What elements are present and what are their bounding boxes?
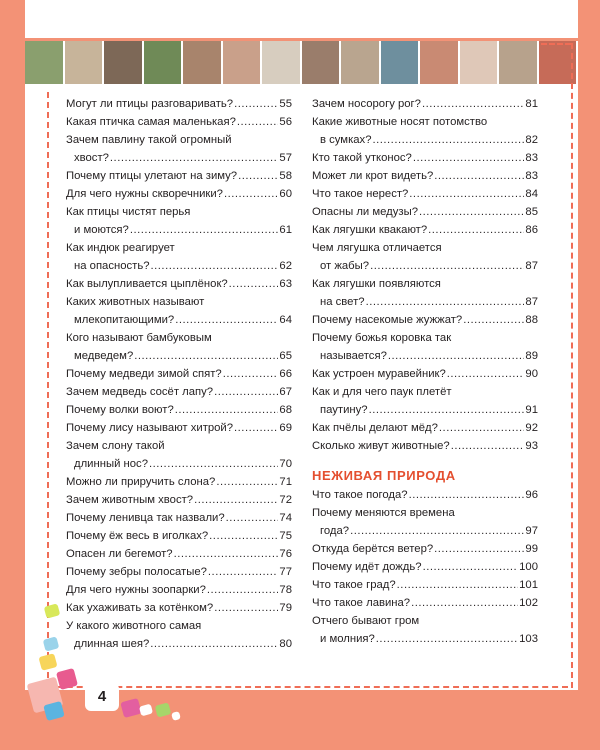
dot-leader	[174, 545, 279, 563]
dot-leader	[175, 401, 279, 419]
toc-entry-page: 84	[525, 188, 538, 200]
dot-leader	[428, 221, 524, 239]
toc-entry-title: Почему медведи зимой спят?	[66, 368, 222, 380]
toc-entry-title: Что такое погода?	[312, 489, 408, 501]
toc-entry-title: и молния?	[320, 633, 375, 645]
dot-leader	[150, 635, 278, 653]
toc-entry	[312, 540, 538, 558]
toc-entry-page: 80	[279, 638, 292, 650]
toc-entry-title: Какие животные носят потомство	[312, 116, 488, 128]
toc-entry-title: Почему ленивца так назвали?	[66, 512, 225, 524]
toc-entry-title: Что такое град?	[312, 579, 396, 591]
toc-entry-title: Как и для чего паук плетёт	[312, 386, 452, 398]
toc-entry	[312, 522, 538, 540]
toc-entry-page: 102	[519, 597, 538, 609]
toc-entry-page: 83	[525, 170, 538, 182]
toc-entry-title: Опасен ли бегемот?	[66, 548, 173, 560]
toc-entry-page: 74	[279, 512, 292, 524]
toc-entry	[66, 131, 292, 149]
toc-entry	[66, 239, 292, 257]
dot-leader	[366, 293, 525, 311]
dot-leader	[110, 149, 279, 167]
photo-thumbnail	[341, 41, 381, 84]
toc-entry-title: Зачем слону такой	[66, 440, 165, 452]
toc-entry	[312, 576, 538, 594]
toc-entry	[66, 311, 292, 329]
dot-leader	[130, 221, 279, 239]
toc-entry-title: Чем лягушка отличается	[312, 242, 442, 254]
toc-entry-page: 69	[279, 422, 292, 434]
toc-entry	[66, 581, 292, 599]
toc-entry-title: года?	[320, 525, 350, 537]
dot-leader	[214, 383, 278, 401]
toc-entry	[312, 630, 538, 648]
toc-entry-title: Как лягушки появляются	[312, 278, 441, 290]
toc-entry-page: 57	[279, 152, 292, 164]
dot-leader	[234, 419, 278, 437]
toc-entry-title: Кто такой утконос?	[312, 152, 412, 164]
dot-leader	[151, 257, 279, 275]
decor-square	[171, 711, 181, 721]
toc-entry-page: 72	[279, 494, 292, 506]
toc-entry	[66, 401, 292, 419]
toc-entry-title: Для чего нужны скворечники?	[66, 188, 223, 200]
photo-thumbnail	[223, 41, 263, 84]
toc-entry-title: Как пчёлы делают мёд?	[312, 422, 438, 434]
toc-entry-title: Почему насекомые жужжат?	[312, 314, 463, 326]
toc-entry-title: Опасны ли медузы?	[312, 206, 418, 218]
toc-entry-page: 78	[279, 584, 292, 596]
toc-entry	[312, 203, 538, 221]
toc-entry-title: называется?	[320, 350, 387, 362]
toc-entry-title: Как устроен муравейник?	[312, 368, 446, 380]
dot-leader	[372, 131, 524, 149]
toc-entry-page: 77	[279, 566, 292, 578]
toc-entry-title: Почему меняются времена	[312, 507, 455, 519]
toc-entry	[312, 504, 538, 522]
toc-entry-page: 97	[525, 525, 538, 537]
dot-leader	[214, 599, 278, 617]
toc-entry-title: Почему идёт дождь?	[312, 561, 422, 573]
dot-leader	[175, 311, 278, 329]
photo-thumbnail	[65, 41, 105, 84]
toc-entry-page: 89	[525, 350, 538, 362]
toc-entry	[312, 185, 538, 203]
dot-leader	[149, 455, 278, 473]
toc-entry-title: Как птицы чистят перья	[66, 206, 191, 218]
toc-entry-page: 103	[519, 633, 538, 645]
dot-leader	[376, 630, 518, 648]
toc-section2-list	[312, 486, 538, 648]
toc-right-list	[312, 95, 538, 455]
toc-entry-title: Могут ли птицы разговаривать?	[66, 98, 234, 110]
toc-entry	[312, 311, 538, 329]
toc-entry-page: 65	[279, 350, 292, 362]
dot-leader	[216, 473, 278, 491]
toc-entry-page: 61	[279, 224, 292, 236]
toc-entry	[312, 365, 538, 383]
toc-entry	[66, 149, 292, 167]
toc-right-column	[312, 95, 538, 648]
toc-entry	[312, 257, 538, 275]
toc-entry	[312, 167, 538, 185]
toc-entry-page: 60	[279, 188, 292, 200]
toc-entry	[66, 635, 292, 653]
toc-entry-title: Сколько живут животные?	[312, 440, 450, 452]
toc-entry-page: 101	[519, 579, 538, 591]
toc-entry-page: 99	[525, 543, 538, 555]
toc-entry-title: хвост?	[74, 152, 109, 164]
photo-thumbnail	[381, 41, 421, 84]
toc-entry	[66, 419, 292, 437]
dot-leader	[238, 167, 278, 185]
photo-thumbnail	[104, 41, 144, 84]
dot-leader	[388, 347, 525, 365]
toc-entry	[66, 221, 292, 239]
toc-entry	[312, 612, 538, 630]
toc-entry	[66, 563, 292, 581]
toc-entry-page: 63	[279, 278, 292, 290]
toc-entry-title: на опасность?	[74, 260, 150, 272]
toc-entry-title: Зачем носорогу рог?	[312, 98, 421, 110]
toc-entry-page: 75	[279, 530, 292, 542]
toc-entry	[312, 239, 538, 257]
toc-entry-title: Кого называют бамбуковым	[66, 332, 212, 344]
toc-entry-page: 85	[525, 206, 538, 218]
toc-entry-page: 86	[525, 224, 538, 236]
dot-leader	[194, 491, 278, 509]
dot-leader	[411, 594, 518, 612]
toc-entry	[66, 383, 292, 401]
toc-entry-page: 76	[279, 548, 292, 560]
toc-entry-title: Почему птицы улетают на зиму?	[66, 170, 238, 182]
toc-entry	[312, 558, 538, 576]
toc-entry	[66, 437, 292, 455]
toc-entry-title: Что такое лавина?	[312, 597, 411, 609]
toc-entry-title: в сумках?	[320, 134, 372, 146]
toc-entry-title: Для чего нужны зоопарки?	[66, 584, 206, 596]
toc-entry	[312, 401, 538, 419]
photo-thumbnail	[262, 41, 302, 84]
toc-entry	[66, 527, 292, 545]
dashed-border-right	[571, 43, 573, 688]
toc-entry-title: Почему ёж весь в иголках?	[66, 530, 209, 542]
toc-entry-page: 71	[279, 476, 292, 488]
photo-thumbnail	[499, 41, 539, 84]
toc-entry	[66, 491, 292, 509]
toc-entry	[312, 131, 538, 149]
toc-entry-page: 91	[525, 404, 538, 416]
toc-entry-title: млекопитающими?	[74, 314, 175, 326]
toc-entry-page: 96	[525, 489, 538, 501]
toc-entry	[312, 95, 538, 113]
toc-entry	[66, 473, 292, 491]
dot-leader	[397, 576, 518, 594]
decor-square	[155, 702, 172, 717]
toc-entry-page: 62	[279, 260, 292, 272]
dot-leader	[134, 347, 278, 365]
toc-entry	[312, 383, 538, 401]
toc-entry-title: Как вылупливается цыплёнок?	[66, 278, 228, 290]
toc-entry-title: Отчего бывают гром	[312, 615, 420, 627]
toc-entry	[312, 594, 538, 612]
dashed-border-top	[541, 43, 571, 45]
toc-entry-title: Как индюк реагирует	[66, 242, 175, 254]
toc-entry	[66, 203, 292, 221]
toc-entry-page: 58	[279, 170, 292, 182]
toc-entry	[66, 365, 292, 383]
toc-entry-page: 70	[279, 458, 292, 470]
toc-entry	[312, 419, 538, 437]
toc-entry-title: на свет?	[320, 296, 365, 308]
toc-entry-title: Зачем павлину такой огромный	[66, 134, 232, 146]
dot-leader	[224, 185, 278, 203]
toc-entry	[312, 437, 538, 455]
dot-leader	[369, 401, 525, 419]
toc-entry-page: 92	[525, 422, 538, 434]
toc-entry	[66, 509, 292, 527]
toc-entry	[312, 275, 538, 293]
dot-leader	[226, 509, 279, 527]
toc-entry	[312, 293, 538, 311]
toc-entry	[66, 95, 292, 113]
dot-leader	[229, 275, 279, 293]
toc-entry	[66, 599, 292, 617]
toc-entry-page: 93	[525, 440, 538, 452]
toc-entry	[66, 347, 292, 365]
toc-entry-title: Каких животных называют	[66, 296, 205, 308]
toc-entry-page: 68	[279, 404, 292, 416]
dot-leader	[434, 167, 524, 185]
dot-leader	[209, 527, 278, 545]
dot-leader	[208, 563, 279, 581]
toc-entry-title: и моются?	[74, 224, 129, 236]
photo-thumbnail	[420, 41, 460, 84]
toc-entry	[66, 185, 292, 203]
photo-thumbnail	[183, 41, 223, 84]
toc-entry-title: Как ухаживать за котёнком?	[66, 602, 214, 614]
toc-entry-title: Почему лису называют хитрой?	[66, 422, 234, 434]
dot-leader	[370, 257, 524, 275]
toc-entry-page: 64	[279, 314, 292, 326]
toc-entry-page: 67	[279, 386, 292, 398]
toc-entry-title: длинная шея?	[74, 638, 150, 650]
decor-square	[43, 701, 65, 721]
photo-strip	[25, 38, 578, 84]
dot-leader	[439, 419, 525, 437]
toc-entry	[312, 221, 538, 239]
toc-entry-title: Зачем медведь сосёт лапу?	[66, 386, 214, 398]
toc-entry-title: Почему божья коровка так	[312, 332, 452, 344]
page-number: 4	[85, 683, 119, 711]
dot-leader	[413, 149, 525, 167]
dot-leader	[422, 95, 524, 113]
toc-entry-page: 66	[279, 368, 292, 380]
toc-entry	[66, 329, 292, 347]
dot-leader	[434, 540, 524, 558]
toc-entry-page: 81	[525, 98, 538, 110]
section-heading: НЕЖИВАЯ ПРИРОДА	[312, 468, 456, 483]
toc-entry-page: 87	[525, 296, 538, 308]
toc-entry-title: Можно ли приручить слона?	[66, 476, 216, 488]
toc-entry	[312, 329, 538, 347]
toc-entry-title: Зачем животным хвост?	[66, 494, 194, 506]
photo-thumbnail	[25, 41, 65, 84]
toc-entry-title: Как лягушки квакают?	[312, 224, 428, 236]
toc-entry-page: 90	[525, 368, 538, 380]
toc-entry	[312, 486, 538, 504]
photo-thumbnail	[144, 41, 184, 84]
dot-leader	[409, 185, 524, 203]
toc-entry-page: 79	[279, 602, 292, 614]
toc-entry	[66, 455, 292, 473]
dot-leader	[207, 581, 279, 599]
toc-entry-page: 83	[525, 152, 538, 164]
dot-leader	[409, 486, 525, 504]
dot-leader	[350, 522, 524, 540]
dot-leader	[234, 95, 278, 113]
toc-entry-title: Может ли крот видеть?	[312, 170, 434, 182]
toc-entry-page: 56	[279, 116, 292, 128]
dot-leader	[447, 365, 525, 383]
toc-entry	[66, 275, 292, 293]
toc-entry-title: длинный нос?	[74, 458, 148, 470]
dot-leader	[223, 365, 279, 383]
toc-entry	[66, 257, 292, 275]
toc-entry	[66, 617, 292, 635]
toc-entry-title: паутину?	[320, 404, 368, 416]
toc-entry-page: 88	[525, 314, 538, 326]
toc-entry-page: 100	[519, 561, 538, 573]
toc-entry	[66, 293, 292, 311]
toc-entry	[312, 149, 538, 167]
dot-leader	[419, 203, 524, 221]
toc-entry-title: У какого животного самая	[66, 620, 202, 632]
dot-leader	[463, 311, 524, 329]
toc-left-column	[66, 95, 292, 653]
dot-leader	[237, 113, 279, 131]
toc-entry	[66, 545, 292, 563]
toc-entry-title: от жабы?	[320, 260, 370, 272]
toc-entry-title: Откуда берётся ветер?	[312, 543, 434, 555]
toc-entry	[312, 347, 538, 365]
toc-entry-page: 55	[279, 98, 292, 110]
photo-thumbnail	[302, 41, 342, 84]
toc-entry	[66, 113, 292, 131]
toc-entry-page: 87	[525, 260, 538, 272]
toc-entry-title: Почему зебры полосатые?	[66, 566, 207, 578]
photo-thumbnail	[460, 41, 500, 84]
decor-square	[139, 704, 153, 717]
toc-entry-page: 82	[525, 134, 538, 146]
dot-leader	[423, 558, 519, 576]
dot-leader	[451, 437, 525, 455]
toc-entry-title: Что такое нерест?	[312, 188, 409, 200]
toc-entry	[312, 113, 538, 131]
toc-entry-title: Почему волки воют?	[66, 404, 174, 416]
toc-entry-title: медведем?	[74, 350, 134, 362]
toc-entry	[66, 167, 292, 185]
toc-entry-title: Какая птичка самая маленькая?	[66, 116, 236, 128]
